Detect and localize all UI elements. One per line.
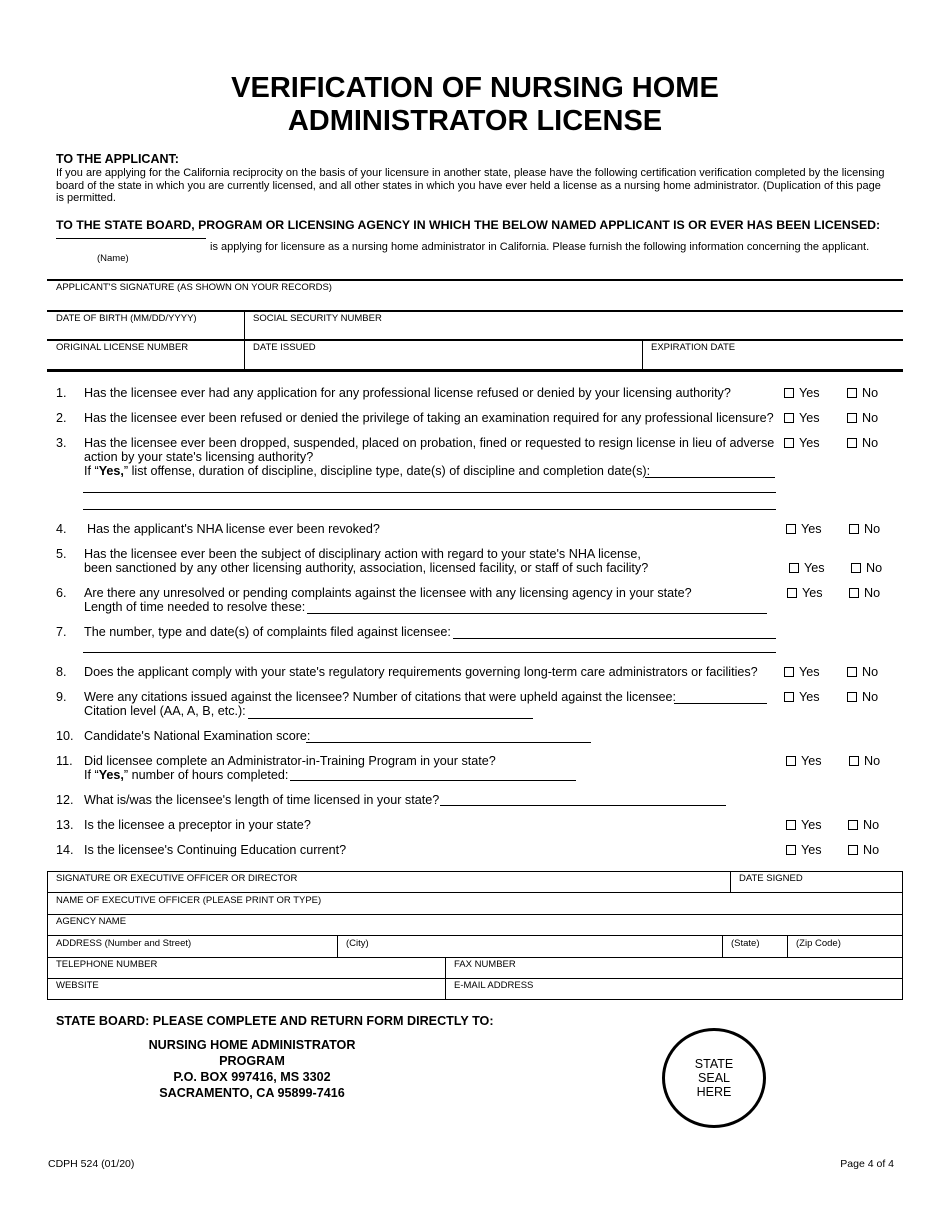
email-field[interactable]: E-MAIL ADDRESS	[454, 980, 534, 991]
title-line-1: VERIFICATION OF NURSING HOME	[231, 72, 719, 104]
checkbox-icon	[784, 438, 794, 448]
yes-label: Yes	[801, 843, 822, 857]
yes-label: Yes	[799, 436, 820, 450]
question-11-line-1: Did licensee complete an Administrator-in-Training Program in your state?	[84, 754, 496, 768]
q7-answer-line[interactable]	[83, 652, 776, 653]
no-label: No	[864, 754, 881, 768]
title-line-2: ADMINISTRATOR LICENSE	[287, 105, 663, 137]
no-label: No	[862, 436, 879, 450]
q3-yes-checkbox[interactable]	[784, 436, 820, 450]
question-4-text: Has the applicant's NHA license ever been revoked?	[87, 522, 380, 536]
q2-no-checkbox[interactable]	[847, 411, 878, 425]
checkbox-icon	[786, 524, 796, 534]
question-number: 9.	[56, 690, 67, 704]
q3-answer-line[interactable]	[645, 477, 775, 478]
state-field[interactable]: (State)	[731, 938, 760, 949]
board-heading: TO THE STATE BOARD, PROGRAM OR LICENSING AGENCY IN WHICH THE BELOW NAMED APPLICANT IS OR EVER HAS BEEN LICENSED:	[56, 218, 881, 232]
checkbox-icon	[847, 692, 857, 702]
q3-no-checkbox[interactable]	[847, 436, 878, 450]
no-label: No	[866, 561, 883, 575]
return-address-line-3: SACRAMENTO, CA 95899-7416	[159, 1086, 345, 1100]
divider	[47, 892, 903, 893]
q9-yes-checkbox[interactable]	[784, 690, 820, 704]
checkbox-icon	[784, 413, 794, 423]
question-5-line-2: been sanctioned by any other licensing authority, association, licensed facility, or staff of such facility?	[84, 561, 649, 575]
checkbox-icon	[847, 388, 857, 398]
city-field[interactable]: (City)	[346, 938, 369, 949]
question-number: 14.	[56, 843, 74, 857]
q8-no-checkbox[interactable]	[847, 665, 878, 679]
yes-label: Yes	[799, 386, 820, 400]
dob-field[interactable]: DATE OF BIRTH (MM/DD/YYYY)	[56, 313, 197, 324]
divider	[787, 935, 788, 957]
q3-answer-line[interactable]	[83, 509, 776, 510]
zip-code-field[interactable]: (Zip Code)	[796, 938, 841, 949]
applicant-heading: TO THE APPLICANT:	[56, 152, 179, 166]
question-number: 13.	[56, 818, 74, 832]
q7-answer-line[interactable]	[453, 638, 776, 639]
q5-yes-checkbox[interactable]	[789, 561, 825, 575]
page-number: Page 4 of 4	[840, 1158, 894, 1170]
q1-yes-checkbox[interactable]	[784, 386, 820, 400]
yes-label: Yes	[799, 665, 820, 679]
checkbox-icon	[787, 588, 797, 598]
q11-yes-checkbox[interactable]	[786, 754, 822, 768]
question-number: 1.	[56, 386, 67, 400]
q6-yes-checkbox[interactable]	[787, 586, 823, 600]
question-11-line-2	[84, 768, 288, 782]
yes-label: Yes	[801, 522, 822, 536]
yes-label: Yes	[799, 411, 820, 425]
q6-no-checkbox[interactable]	[849, 586, 880, 600]
telephone-field[interactable]: TELEPHONE NUMBER	[56, 959, 158, 970]
q13-no-checkbox[interactable]	[848, 818, 879, 832]
checkbox-icon	[849, 756, 859, 766]
q2-yes-checkbox[interactable]	[784, 411, 820, 425]
question-number: 5.	[56, 547, 67, 561]
q4-yes-checkbox[interactable]	[786, 522, 822, 536]
q14-yes-checkbox[interactable]	[786, 843, 822, 857]
q11-no-checkbox[interactable]	[849, 754, 880, 768]
checkbox-icon	[786, 845, 796, 855]
state-seal-placeholder	[662, 1028, 766, 1128]
divider	[47, 310, 903, 312]
divider	[722, 935, 723, 957]
checkbox-icon	[847, 413, 857, 423]
divider	[47, 957, 903, 958]
question-1-text: Has the licensee ever had any application for any professional license refused or denied by your licensing authority?	[84, 386, 731, 400]
yes-label: Yes	[801, 818, 822, 832]
divider	[730, 871, 731, 893]
question-9-line-1: Were any citations issued against the licensee? Number of citations that were upheld against the licensee:	[84, 690, 677, 704]
checkbox-icon	[848, 820, 858, 830]
seal-line-3: HERE	[696, 1085, 732, 1099]
question-13-text: Is the licensee a preceptor in your state?	[84, 818, 311, 832]
divider	[47, 339, 903, 341]
question-3-line-1: Has the licensee ever been dropped, suspended, placed on probation, fined or requested to resign license in lieu of adverse	[84, 436, 775, 450]
applicant-signature-field[interactable]: APPLICANT'S SIGNATURE (AS SHOWN ON YOUR RECORDS)	[56, 282, 332, 293]
question-number: 7.	[56, 625, 67, 639]
q9-citations-line[interactable]	[674, 703, 767, 704]
checkbox-icon	[849, 588, 859, 598]
officer-name-field[interactable]: NAME OF EXECUTIVE OFFICER (PLEASE PRINT OR TYPE)	[56, 895, 322, 906]
checkbox-icon	[848, 845, 858, 855]
divider	[642, 340, 643, 370]
checkbox-icon	[847, 438, 857, 448]
divider	[445, 957, 446, 1000]
no-label: No	[862, 386, 879, 400]
date-signed-field[interactable]: DATE SIGNED	[739, 873, 803, 884]
checkbox-icon	[786, 820, 796, 830]
question-number: 11.	[56, 754, 73, 768]
no-label: No	[863, 843, 880, 857]
q6-answer-line[interactable]	[307, 613, 767, 614]
question-6-line-2: Length of time needed to resolve these:	[84, 600, 306, 614]
question-number: 3.	[56, 436, 67, 450]
yes-label: Yes	[804, 561, 825, 575]
q9-no-checkbox[interactable]	[847, 690, 878, 704]
applying-text: is applying for licensure as a nursing home administrator in California. Please furnish the following information concerning the applicant.	[210, 241, 870, 253]
question-6-line-1: Are there any unresolved or pending complaints against the licensee with any licensing agency in your state?	[84, 586, 692, 600]
question-3-line-2: action by your state's licensing authority?	[84, 450, 314, 464]
no-label: No	[863, 818, 880, 832]
question-5-line-1: Has the licensee ever been the subject of disciplinary action with regard to your state's NHA license,	[84, 547, 641, 561]
question-10-text: Candidate's National Examination score:	[84, 729, 311, 743]
yes-label: Yes	[801, 754, 822, 768]
form-number: CDPH 524 (01/20)	[48, 1158, 135, 1170]
expiration-date-field[interactable]: EXPIRATION DATE	[651, 342, 736, 353]
question-9-line-2: Citation level (AA, A, B, etc.):	[84, 704, 246, 718]
address-field[interactable]: ADDRESS (Number and Street)	[56, 938, 192, 949]
yes-label: Yes	[799, 690, 820, 704]
applicant-name-field[interactable]	[56, 238, 206, 239]
q3-text-post: ” list offense, duration of discipline, discipline type, date(s) of discipline and completion date(s):	[123, 464, 651, 478]
no-label: No	[864, 522, 881, 536]
question-number: 6.	[56, 586, 67, 600]
checkbox-icon	[784, 667, 794, 677]
seal-line-2: SEAL	[698, 1071, 730, 1085]
agency-name-field[interactable]: AGENCY NAME	[56, 916, 127, 927]
question-3-line-3	[84, 464, 650, 478]
checkbox-icon	[786, 756, 796, 766]
q10-answer-line[interactable]	[306, 742, 591, 743]
name-caption: (Name)	[97, 253, 129, 264]
seal-line-1: STATE	[694, 1057, 734, 1071]
question-12-text: What is/was the licensee's length of time licensed in your state?	[84, 793, 440, 807]
q11-hours-line[interactable]	[290, 780, 576, 781]
yes-label: Yes	[802, 586, 823, 600]
fax-field[interactable]: FAX NUMBER	[454, 959, 516, 970]
checkbox-icon	[847, 667, 857, 677]
question-7-text: The number, type and date(s) of complaints filed against licensee:	[84, 625, 451, 639]
divider	[337, 935, 338, 957]
divider	[47, 978, 903, 979]
return-address	[116, 1037, 388, 1101]
no-label: No	[864, 586, 881, 600]
no-label: No	[862, 690, 879, 704]
q14-no-checkbox[interactable]	[848, 843, 879, 857]
q3-text-pre: If “	[84, 464, 99, 478]
q13-yes-checkbox[interactable]	[786, 818, 822, 832]
divider	[47, 914, 903, 915]
q11-text-bold: Yes,	[98, 768, 124, 782]
q9-citation-level-line[interactable]	[248, 718, 533, 719]
date-issued-field[interactable]: DATE ISSUED	[253, 342, 316, 353]
checkbox-icon	[784, 388, 794, 398]
website-field[interactable]: WEBSITE	[56, 980, 99, 991]
question-number: 8.	[56, 665, 67, 679]
q11-text-pre: If “	[84, 768, 99, 782]
question-number: 10.	[56, 729, 74, 743]
question-8-text: Does the applicant comply with your state's regulatory requirements governing long-term care administrators or facilities?	[84, 665, 758, 679]
no-label: No	[862, 411, 879, 425]
q12-answer-line[interactable]	[440, 805, 726, 806]
q8-yes-checkbox[interactable]	[784, 665, 820, 679]
no-label: No	[862, 665, 879, 679]
question-2-text: Has the licensee ever been refused or denied the privilege of taking an examination required for any professional licensure?	[84, 411, 774, 425]
question-number: 4.	[56, 522, 67, 536]
ssn-field[interactable]: SOCIAL SECURITY NUMBER	[253, 313, 382, 324]
return-heading: STATE BOARD: PLEASE COMPLETE AND RETURN FORM DIRECTLY TO:	[56, 1014, 494, 1028]
question-number: 2.	[56, 411, 67, 425]
q3-answer-line[interactable]	[83, 492, 776, 493]
divider	[47, 935, 903, 936]
q3-text-bold: Yes,	[98, 464, 124, 478]
q1-no-checkbox[interactable]	[847, 386, 878, 400]
original-license-field[interactable]: ORIGINAL LICENSE NUMBER	[56, 342, 189, 353]
return-address-line-2: P.O. BOX 997416, MS 3302	[173, 1070, 331, 1084]
question-14-text: Is the licensee's Continuing Education current?	[84, 843, 347, 857]
divider	[47, 369, 903, 372]
q11-text-post: ” number of hours completed:	[123, 768, 289, 782]
checkbox-icon	[851, 563, 861, 573]
checkbox-icon	[789, 563, 799, 573]
q4-no-checkbox[interactable]	[849, 522, 880, 536]
divider	[47, 279, 903, 281]
applicant-instructions: If you are applying for the California reciprocity on the basis of your licensure in another state, please have the following certification verification completed by the licensing board of the state in which you are currently licensed, and all other states in which you have ever held a license as a nursing home administrator. (Duplication of this page is permitted.	[56, 167, 885, 204]
question-number: 12.	[56, 793, 74, 807]
checkbox-icon	[849, 524, 859, 534]
return-address-line-1: NURSING HOME ADMINISTRATOR PROGRAM	[148, 1038, 356, 1068]
officer-signature-field[interactable]: SIGNATURE OR EXECUTIVE OFFICER OR DIRECTOR	[56, 873, 298, 884]
q5-no-checkbox[interactable]	[851, 561, 882, 575]
checkbox-icon	[784, 692, 794, 702]
